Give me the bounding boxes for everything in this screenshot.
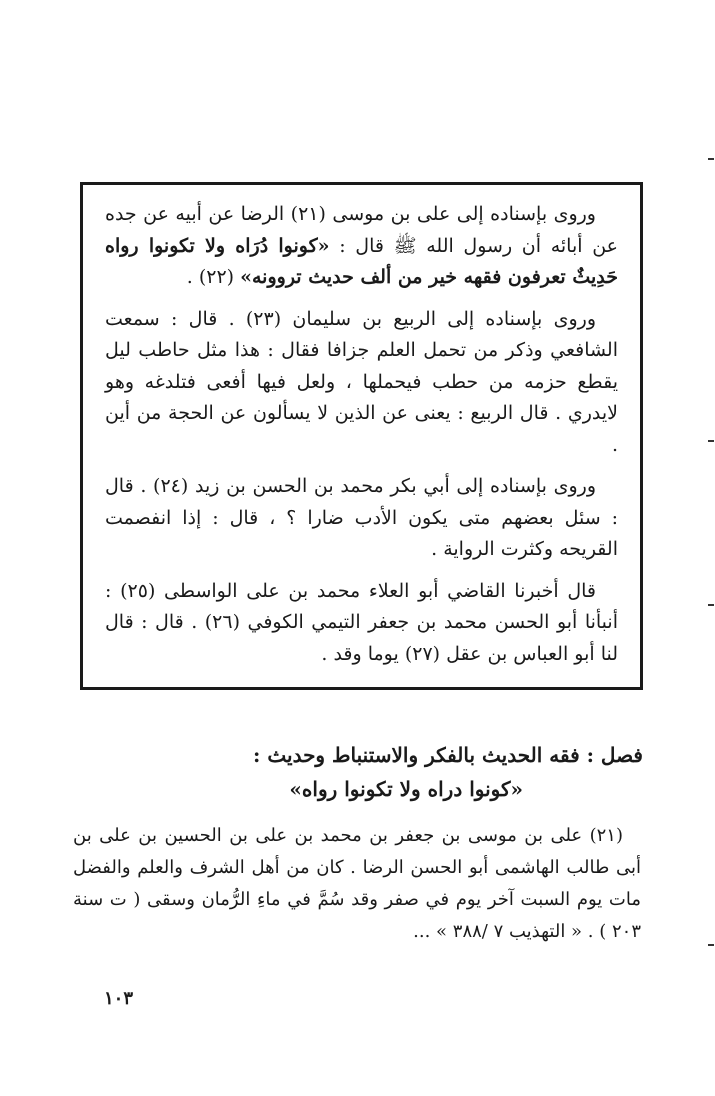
edge-mark (708, 604, 714, 606)
section-heading (83, 738, 643, 806)
paragraph-1-text: وروى بإسناده إلى على بن موسى (٢١) الرضا عن أبيه عن جده عن أبائه أن رسول الله ﷺ قال : (105, 203, 618, 257)
paragraph-1 (105, 199, 618, 294)
paragraph-4: قال أخبرنا القاضي أبو العلاء محمد بن على الواسطى (٢٥) : أنبأنا أبو الحسن محمد بن جعفر التيمي الكوفي (٢٦) . قال : قال لنا أبو العباس بن عقل (٢٧) يوما وقد . (105, 579, 618, 665)
paragraph-1-tail: (٢٢) . (186, 266, 241, 288)
edge-mark (708, 158, 714, 160)
paragraph-2: وروى بإسناده إلى الربيع بن سليمان (٢٣) . قال : سمعت الشافعي وذكر من تحمل العلم جزافا فقال : هذا مثل حاطب ليل يقطع حزمه من حطب فيحملها ، ولعل فيها أفعى فتلدغه وهو لايدري . قال الربيع : يعنى عن الذين لا يسألون عن الحجة من أين . (105, 307, 618, 456)
page-number: ١٠٣ (104, 988, 134, 1009)
footnote-21: (٢١) على بن موسى بن جعفر بن محمد بن على بن الحسين بن على بن أبى طالب الهاشمى أبو الحسن الرضا . كان من أهل الشرف والعلم والفضل مات يوم السبت آخر يوم في صفر وقد سُمَّ في ماءِ الرُّمان وسقى ( ت سنة ٢٠٣ ) . « التهذيب ٧ /٣٨٨ » ... (73, 825, 641, 942)
paragraph-3: وروى بإسناده إلى أبي بكر محمد بن الحسن بن زيد (٢٤) . قال : سئل بعضهم متى يكون الأدب ضارا ؟ ، قال : إذا انفصمت القريحه وكثرت الرواية . (105, 475, 618, 560)
section-heading-line1: فصل : فقه الحديث بالفكر والاستنباط وحديث : (253, 743, 643, 767)
section-heading-line2: «كونوا دراه ولا تكونوا رواه» (289, 777, 523, 801)
edge-mark (708, 440, 714, 442)
hadith-quote: «كونوا دُرَاه ولا تكونوا رواه حَدِيثٌ تعرفون فقهه خير من ألف حديث تروونه» (105, 234, 618, 288)
framed-text-box (80, 182, 643, 690)
edge-mark (708, 944, 714, 946)
